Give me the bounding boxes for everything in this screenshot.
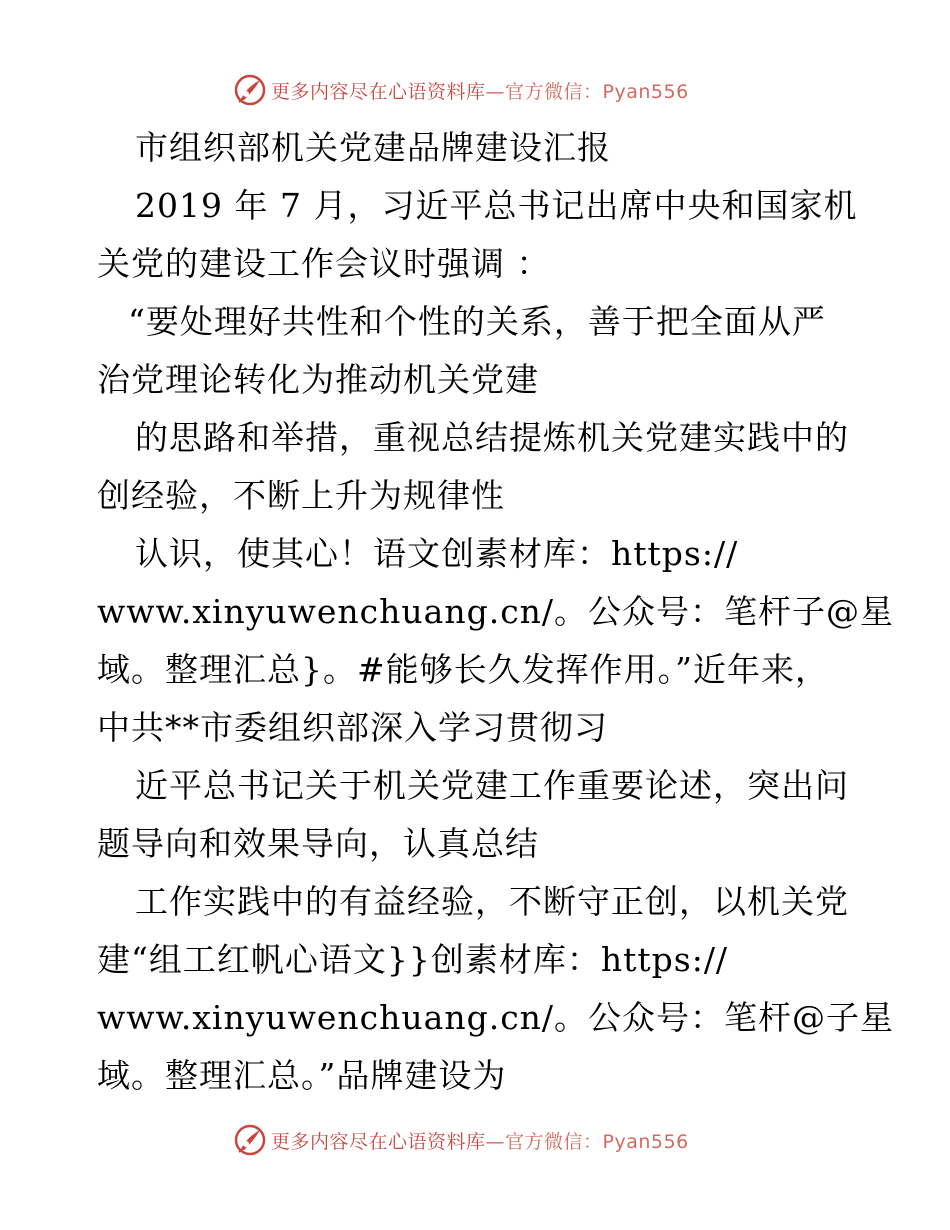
watermark-wechat: 官方微信：Pyan556 [505,1130,689,1153]
watermark-main: 更多内容尽在心语资料库 [271,1130,486,1153]
watermark-wechat: 官方微信：Pyan556 [505,80,689,103]
paragraph-line: 工作实践中的有益经验，不断守正创，以机关党 [135,882,849,921]
paragraph-line: 题导向和效果导向，认真总结 [97,824,539,863]
paragraph-line: 域。整理汇总。”品牌建设为 [97,1056,507,1095]
paragraph-line: 建“组工红帆心语文}}创素材库：https:// [97,940,729,979]
paragraph-line: 治党理论转化为推动机关党建 [97,360,539,399]
document-title: 市组织部机关党建品牌建设汇报 [135,128,611,167]
paragraph-line: www.xinyuwenchuang.cn/。公众号：笔杆子@星 [97,592,895,631]
watermark-dash: — [485,80,506,103]
brush-logo-icon [233,1123,267,1157]
paragraph-line: “要处理好共性和个性的关系，善于把全面从严 [128,302,826,341]
paragraph-line: 域。整理汇总}。#能够长久发挥作用。”近年来， [97,650,830,689]
paragraph-line: www.xinyuwenchuang.cn/。公众号：笔杆@子星 [97,998,895,1037]
footer-watermark [233,1122,689,1158]
watermark-dash: — [485,1130,506,1153]
paragraph-line: 近平总书记关于机关党建工作重要论述，突出问 [135,766,849,805]
paragraph-line: 的思路和举措，重视总结提炼机关党建实践中的 [135,418,849,457]
paragraph-line: 中共**市委组织部深入学习贯彻习 [97,708,608,747]
watermark-text [271,1127,689,1154]
paragraph-line: 关党的建设工作会议时强调 ： [97,244,551,283]
paragraph-line: 认识，使其心！语文创素材库：https:// [135,534,739,573]
paragraph-line: 创经验，不断上升为规律性 [97,476,505,515]
watermark-main: 更多内容尽在心语资料库 [271,80,486,103]
paragraph-line: 2019 年 7 月，习近平总书记出席中央和国家机 [135,186,858,225]
